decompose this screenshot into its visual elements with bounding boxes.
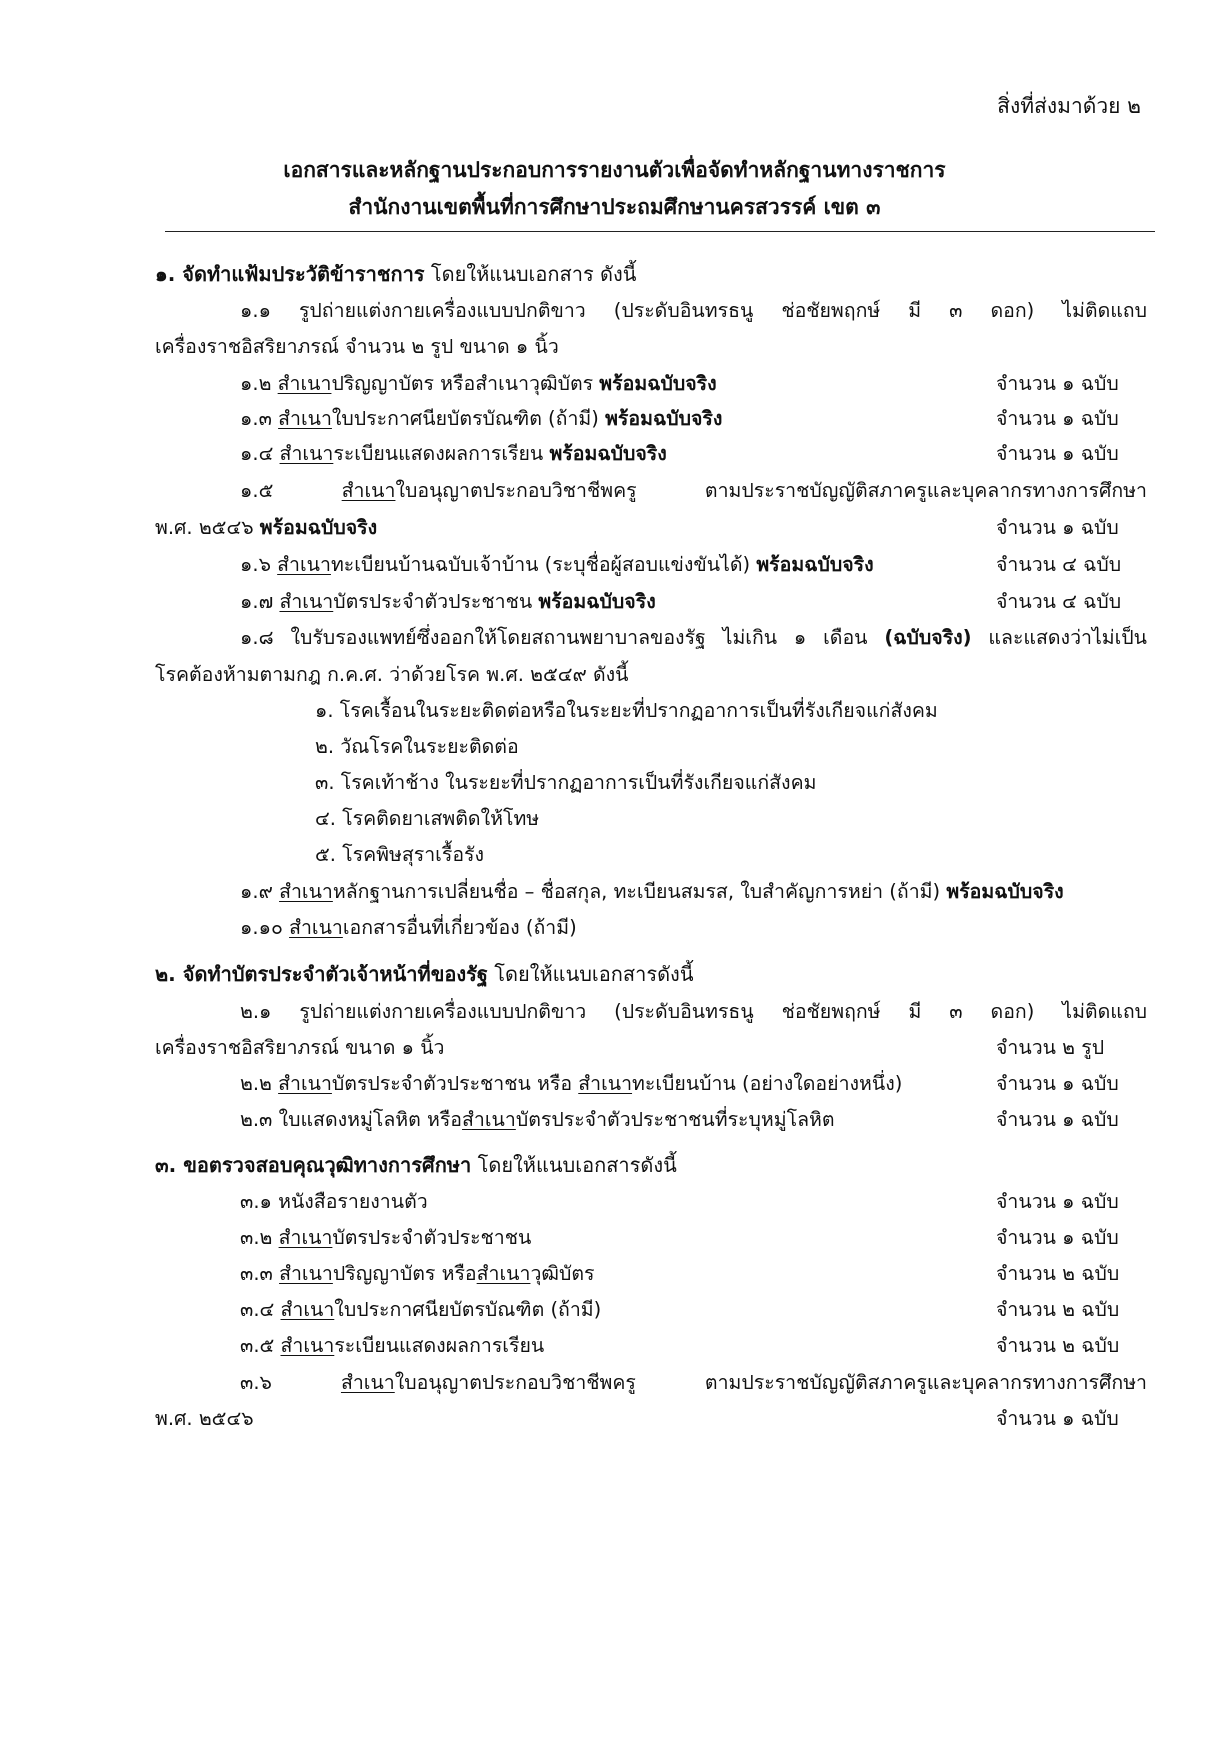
item-1-3: ๑.๓ สำเนาใบประกาศนียบัตรบัณฑิต (ถ้ามี) พร้อมฉบับจริง [240, 407, 723, 430]
section-2-heading: ๒. จัดทำบัตรประจำตัวเจ้าหน้าที่ของรัฐ โดยให้แนบเอกสารดังนี้ [155, 962, 694, 986]
item-3-5: ๓.๕ สำเนาระเบียนแสดงผลการเรียน [240, 1334, 545, 1357]
item-2-3: ๒.๓ ใบแสดงหมู่โลหิต หรือสำเนาบัตรประจำตัวประชาชนที่ระบุหมู่โลหิต [240, 1108, 835, 1131]
item-1-3-qty: จำนวน ๑ ฉบับ [996, 407, 1119, 430]
item-2-1-line2: เครื่องราชอิสริยาภรณ์ ขนาด ๑ นิ้ว [155, 1036, 445, 1059]
item-1-7-qty: จำนวน ๔ ฉบับ [996, 590, 1122, 613]
item-1-5-line1: ๑.๕ สำเนาใบอนุญาตประกอบวิชาชีพครู ตามประราชบัญญัติสภาครูและบุคลากรทางการศึกษา [240, 479, 1147, 502]
disease-item: ๔. โรคติดยาเสพติดให้โทษ [315, 807, 540, 830]
item-1-2: ๑.๒ สำเนาปริญญาบัตร หรือสำเนาวุฒิบัตร พร้อมฉบับจริง [240, 372, 717, 395]
item-1-10: ๑.๑๐ สำเนาเอกสารอื่นที่เกี่ยวข้อง (ถ้ามี) [240, 916, 577, 939]
item-3-5-qty: จำนวน ๒ ฉบับ [996, 1334, 1120, 1357]
item-1-2-qty: จำนวน ๑ ฉบับ [996, 372, 1119, 395]
item-3-4: ๓.๔ สำเนาใบประกาศนียบัตรบัณฑิต (ถ้ามี) [240, 1298, 602, 1321]
item-2-3-qty: จำนวน ๑ ฉบับ [996, 1108, 1119, 1131]
item-3-6-line2: พ.ศ. ๒๕๔๖ [155, 1407, 254, 1430]
item-2-1-line1: ๒.๑ รูปถ่ายแต่งกายเครื่องแบบปกติขาว (ประดับอินทรธนู ช่อชัยพฤกษ์ มี ๓ ดอก) ไม่ติดแถบ [240, 1000, 1147, 1023]
item-1-6: ๑.๖ สำเนาทะเบียนบ้านฉบับเจ้าบ้าน (ระบุชื่อผู้สอบแข่งขันได้) พร้อมฉบับจริง [240, 553, 874, 576]
item-3-6-line1: ๓.๖ สำเนาใบอนุญาตประกอบวิชาชีพครู ตามประราชบัญญัติสภาครูและบุคลากรทางการศึกษา [240, 1371, 1147, 1394]
disease-item: ๑. โรคเรื้อนในระยะติดต่อหรือในระยะที่ปรากฏอาการเป็นที่รังเกียจแก่สังคม [315, 699, 938, 722]
item-3-4-qty: จำนวน ๒ ฉบับ [996, 1298, 1120, 1321]
attachment-label: สิ่งที่ส่งมาด้วย ๒ [997, 94, 1141, 118]
item-3-6-qty: จำนวน ๑ ฉบับ [996, 1407, 1119, 1430]
item-1-7: ๑.๗ สำเนาบัตรประจำตัวประชาชน พร้อมฉบับจริง [240, 590, 656, 613]
item-1-4-qty: จำนวน ๑ ฉบับ [996, 442, 1119, 465]
disease-item: ๕. โรคพิษสุราเรื้อรัง [315, 843, 485, 866]
disease-item: ๓. โรคเท้าช้าง ในระยะที่ปรากฏอาการเป็นที่รังเกียจแก่สังคม [315, 771, 817, 794]
item-3-2: ๓.๒ สำเนาบัตรประจำตัวประชาชน [240, 1226, 532, 1249]
document-subtitle: สำนักงานเขตพื้นที่การศึกษาประถมศึกษานครสวรรค์ เขต ๓ [348, 195, 881, 219]
item-1-1-line2: เครื่องราชอิสริยาภรณ์ จำนวน ๒ รูป ขนาด ๑ นิ้ว [155, 335, 559, 358]
item-1-9: ๑.๙ สำเนาหลักฐานการเปลี่ยนชื่อ – ชื่อสกุล, ทะเบียนสมรส, ใบสำคัญการหย่า (ถ้ามี) พร้อมฉบับจริง [240, 880, 1064, 903]
item-1-8-line2: โรคต้องห้ามตามกฎ ก.ค.ศ. ว่าด้วยโรค พ.ศ. ๒๕๔๙ ดังนี้ [155, 663, 629, 686]
item-2-2: ๒.๒ สำเนาบัตรประจำตัวประชาชน หรือ สำเนาทะเบียนบ้าน (อย่างใดอย่างหนึ่ง) [240, 1072, 903, 1095]
item-3-3-qty: จำนวน ๒ ฉบับ [996, 1262, 1120, 1285]
item-2-2-qty: จำนวน ๑ ฉบับ [996, 1072, 1119, 1095]
item-1-1-line1: ๑.๑ รูปถ่ายแต่งกายเครื่องแบบปกติขาว (ประดับอินทรธนู ช่อชัยพฤกษ์ มี ๓ ดอก) ไม่ติดแถบ [240, 299, 1147, 322]
item-1-8-line1: ๑.๘ ใบรับรองแพทย์ซึ่งออกให้โดยสถานพยาบาลของรัฐ ไม่เกิน ๑ เดือน (ฉบับจริง) และแสดงว่าไม่เป็น [240, 626, 1148, 649]
document-title: เอกสารและหลักฐานประกอบการรายงานตัวเพื่อจัดทำหลักฐานทางราชการ [283, 158, 946, 182]
item-3-1: ๓.๑ หนังสือรายงานตัว [240, 1190, 428, 1213]
item-1-5-line2: พ.ศ. ๒๕๔๖ พร้อมฉบับจริง [155, 516, 378, 539]
item-3-2-qty: จำนวน ๑ ฉบับ [996, 1226, 1119, 1249]
item-1-4: ๑.๔ สำเนาระเบียนแสดงผลการเรียน พร้อมฉบับจริง [240, 442, 667, 465]
item-1-6-qty: จำนวน ๔ ฉบับ [996, 553, 1122, 576]
disease-item: ๒. วัณโรคในระยะติดต่อ [315, 735, 519, 758]
item-1-5-qty: จำนวน ๑ ฉบับ [996, 516, 1119, 539]
section-3-heading: ๓. ขอตรวจสอบคุณวุฒิทางการศึกษา โดยให้แนบเอกสารดังนี้ [155, 1153, 677, 1177]
item-3-3: ๓.๓ สำเนาปริญญาบัตร หรือสำเนาวุฒิบัตร [240, 1262, 595, 1285]
item-2-1-qty: จำนวน ๒ รูป [996, 1036, 1105, 1059]
item-3-1-qty: จำนวน ๑ ฉบับ [996, 1190, 1119, 1213]
section-1-heading: ๑. จัดทำแฟ้มประวัติข้าราชการ โดยให้แนบเอกสาร ดังนี้ [155, 262, 637, 286]
title-divider [165, 231, 1155, 232]
